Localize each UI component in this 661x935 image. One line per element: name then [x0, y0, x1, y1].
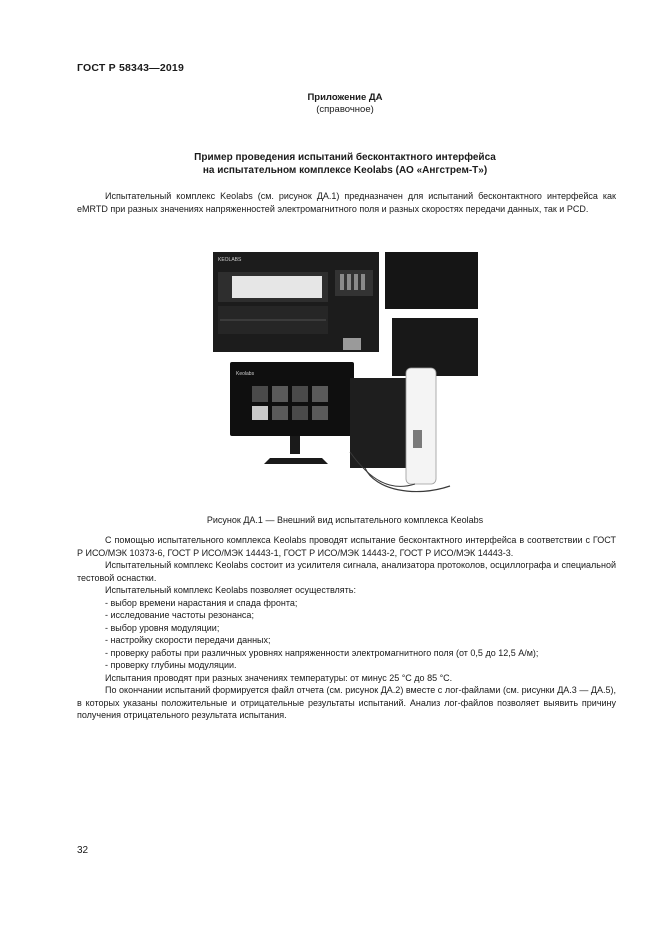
- monitor-thumbnail: [343, 338, 361, 350]
- page-number: 32: [77, 845, 89, 856]
- section-heading: [0, 151, 661, 177]
- signal-amplifier-box: [350, 378, 410, 468]
- list-item: - выбор уровня модуляции;: [105, 622, 220, 633]
- monitor-right-upper: [385, 252, 478, 309]
- body-paragraph: Испытательный комплекс Keolabs позволяет осуществлять:: [105, 585, 356, 595]
- heading-line-2: на испытательном комплексе Keolabs (АО «Ангстрем-Т»): [202, 165, 488, 176]
- monitor-title-text: KEOLABS: [218, 257, 242, 263]
- list-item: - проверку глубины модуляции.: [105, 660, 237, 670]
- body-paragraph: Испытательный комплекс Keolabs состоит из усилителя сигнала, анализатора протоколов, осциллографа и специальной тестовой оснастки.: [77, 560, 616, 583]
- body-paragraph: Испытания проводят при разных значениях температуры: от минус 25 °С до 85 °С.: [105, 672, 453, 683]
- tablet-label-text: Keolabs: [236, 371, 255, 377]
- appendix-block: [0, 92, 661, 116]
- list-item: - исследование частоты резонанса;: [105, 610, 254, 620]
- oscilloscope-screen: [392, 318, 478, 376]
- tablet-stand: [264, 458, 328, 464]
- test-fixture-device: [406, 368, 436, 484]
- list-item: - выбор времени нарастания и спада фронта;: [105, 597, 298, 608]
- intro-paragraph-block: [77, 190, 616, 215]
- appendix-title: Приложение ДА: [307, 92, 383, 103]
- list-item: - проверку работы при различных уровнях напряженности электромагнитного поля (от 0,5 до 12,5 А/м);: [105, 647, 539, 658]
- figure-caption: Рисунок ДА.1 — Внешний вид испытательного комплекса Keolabs: [206, 515, 484, 525]
- equipment-photo-illustration: [200, 240, 490, 505]
- body-text-block: [77, 534, 616, 722]
- monitor-window: [232, 276, 322, 298]
- intro-paragraph: Испытательный комплекс Keolabs (см. рисунок ДА.1) предназначен для испытаний бесконтактного интерфейса как eMRTD при разных значениях напряженностей электромагнитного поля и разных скоростях передачи данных, так и PCD.: [77, 191, 616, 214]
- heading-line-1: Пример проведения испытаний бесконтактного интерфейса: [194, 152, 496, 163]
- list-item: - настройку скорости передачи данных;: [105, 635, 271, 645]
- body-paragraph: По окончании испытаний формируется файл отчета (см. рисунок ДА.2) вместе с лог-файлами (см. рисунки ДА.3 — ДА.5), в которых указаны положительные и отрицательные результаты испытаний. Анализ лог-файлов позволяет выявить причину получения отрицательного результата испытания.: [77, 685, 616, 720]
- appendix-note: (справочное): [316, 104, 374, 115]
- body-paragraph: С помощью испытательного комплекса Keolabs проводят испытание бесконтактного интерфейса в соответствии с ГОСТ Р ИСО/МЭК 10373-6, ГОСТ Р ИСО/МЭК 14443-1, ГОСТ Р ИСО/МЭК 14443-2, ГОСТ Р ИСО/МЭК 14443-3.: [77, 535, 616, 558]
- standard-code: ГОСТ Р 58343—2019: [77, 62, 185, 74]
- equipment-photo: [200, 240, 490, 505]
